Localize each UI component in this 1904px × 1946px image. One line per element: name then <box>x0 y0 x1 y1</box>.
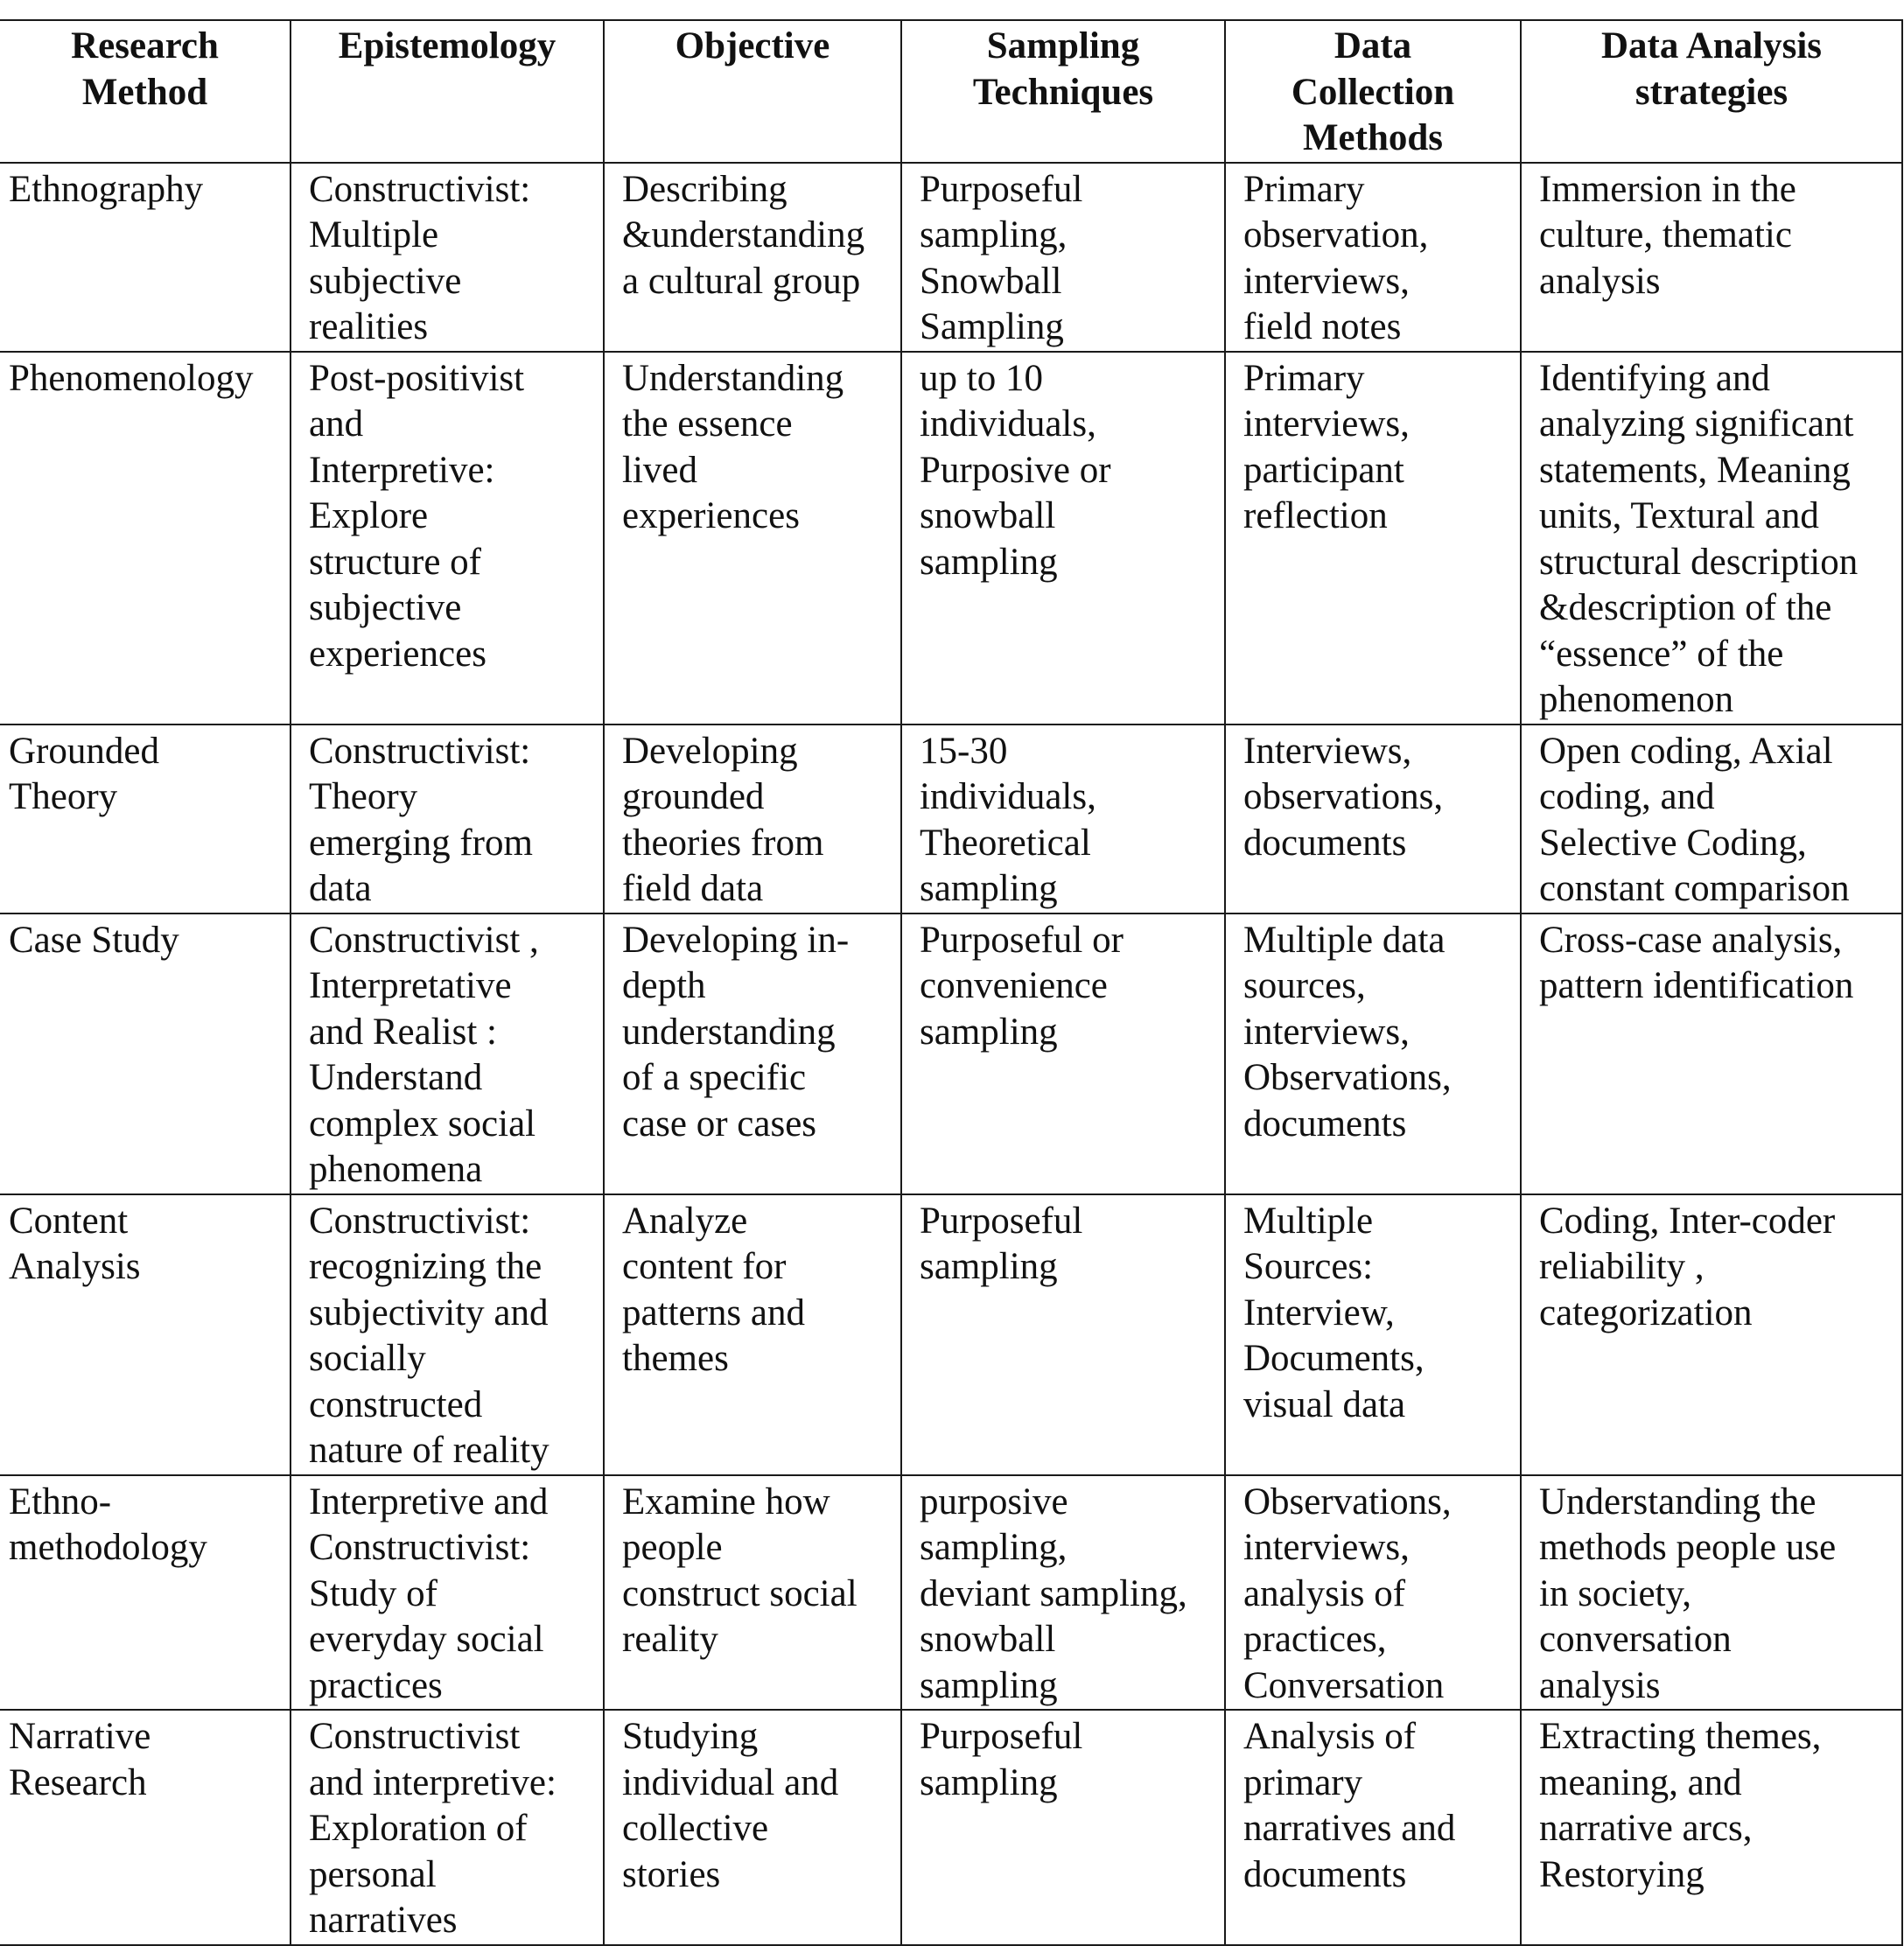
cell-line: in society, <box>1539 1572 1691 1614</box>
cell-line: meaning, and <box>1539 1761 1742 1803</box>
cell-line: theories from <box>622 822 824 864</box>
cell-line: Observations, <box>1243 1480 1452 1522</box>
cell-line: Interpretative <box>309 965 512 1006</box>
cell-line: Snowball <box>920 260 1062 302</box>
cell-line: Conversation <box>1243 1664 1445 1706</box>
cell-line: recognizing the <box>309 1246 542 1287</box>
cell-line: interviews, <box>1243 403 1410 444</box>
cell-line: observation, <box>1243 214 1429 256</box>
cell-line: Narrative <box>9 1716 151 1757</box>
header-row <box>0 20 1902 163</box>
header-sampling-techniques: Sampling Techniques <box>901 20 1225 163</box>
cell-line: personal <box>309 1853 437 1895</box>
cell-objective <box>604 914 901 1194</box>
cell-line: sampling <box>920 1011 1058 1053</box>
cell-line: subjective <box>309 260 462 302</box>
cell-line: 15-30 <box>920 730 1008 772</box>
cell-line: sampling <box>920 1664 1058 1706</box>
cell-line: constant comparison <box>1539 868 1850 909</box>
table-row <box>0 352 1902 724</box>
cell-line: coding, and <box>1539 776 1715 817</box>
cell-line: Study of <box>309 1572 438 1614</box>
cell-line: subjectivity and <box>309 1292 549 1334</box>
cell-line: analysis of <box>1243 1572 1406 1614</box>
cell-line: Interviews, <box>1243 730 1412 772</box>
cell-line: reflection <box>1243 495 1388 536</box>
cell-data-collection-methods <box>1225 352 1521 724</box>
cell-line: analysis <box>1539 1664 1661 1706</box>
cell-data-collection-methods <box>1225 1475 1521 1711</box>
research-methods-table <box>0 19 1903 1946</box>
cell-line: Extracting themes, <box>1539 1716 1822 1757</box>
cell-line: documents <box>1243 1853 1407 1895</box>
cell-line: culture, thematic <box>1539 214 1792 256</box>
cell-line: Phenomenology <box>9 357 254 399</box>
header-objective: Objective <box>604 20 901 163</box>
cell-line: Multiple <box>1243 1200 1374 1242</box>
cell-epistemology <box>290 1194 604 1475</box>
cell-line: Documents, <box>1243 1338 1424 1379</box>
cell-line: sampling <box>920 541 1058 583</box>
cell-line: Understanding the <box>1539 1480 1816 1522</box>
cell-research-method <box>0 1710 290 1945</box>
cell-line: Post-positivist <box>309 357 525 399</box>
cell-line: Cross-case analysis, <box>1539 919 1843 961</box>
cell-line: depth <box>622 965 706 1006</box>
cell-line: subjective <box>309 587 462 628</box>
cell-line: field data <box>622 868 764 909</box>
cell-line: snowball <box>920 1619 1056 1660</box>
cell-line: primary <box>1243 1761 1363 1803</box>
cell-line: Ethnography <box>9 168 204 210</box>
cell-sampling-techniques <box>901 724 1225 914</box>
cell-line: practices, <box>1243 1619 1387 1660</box>
cell-line: Examine how <box>622 1480 830 1522</box>
cell-line: “essence” of the <box>1539 633 1784 675</box>
table-row <box>0 724 1902 914</box>
cell-line: case or cases <box>622 1102 817 1144</box>
cell-line: everyday social <box>309 1619 544 1660</box>
cell-line: experiences <box>622 495 800 536</box>
cell-line: phenomenon <box>1539 679 1734 720</box>
cell-data-analysis-strategies <box>1521 352 1902 724</box>
cell-line: realities <box>309 306 429 347</box>
cell-line: Constructivist: <box>309 168 531 210</box>
cell-line: interviews, <box>1243 1527 1410 1568</box>
cell-line: structure of <box>309 541 482 583</box>
cell-research-method <box>0 914 290 1194</box>
cell-line: pattern identification <box>1539 965 1854 1006</box>
cell-line: field notes <box>1243 306 1402 347</box>
cell-line: Open coding, Axial <box>1539 730 1833 772</box>
header-epistemology: Epistemology <box>290 20 604 163</box>
cell-line: constructed <box>309 1383 483 1425</box>
cell-line: Primary <box>1243 357 1365 399</box>
table-row <box>0 914 1902 1194</box>
cell-line: Multiple data <box>1243 919 1446 961</box>
cell-line: stories <box>622 1853 721 1895</box>
cell-data-collection-methods <box>1225 163 1521 352</box>
cell-sampling-techniques <box>901 1710 1225 1945</box>
cell-line: Analysis of <box>1243 1716 1417 1757</box>
cell-line: nature of reality <box>309 1430 550 1471</box>
cell-line: Sampling <box>920 306 1064 347</box>
cell-line: Analyze <box>622 1200 748 1242</box>
cell-line: data <box>309 868 372 909</box>
cell-line: collective <box>622 1808 769 1849</box>
cell-line: sampling, <box>920 1527 1068 1568</box>
cell-objective <box>604 724 901 914</box>
cell-line: a cultural group <box>622 260 861 302</box>
cell-line: deviant sampling, <box>920 1572 1187 1614</box>
cell-line: content for <box>622 1246 787 1287</box>
cell-data-analysis-strategies <box>1521 1194 1902 1475</box>
cell-line: and Realist : <box>309 1011 497 1053</box>
cell-line: Primary <box>1243 168 1365 210</box>
cell-line: experiences <box>309 633 486 675</box>
cell-line: documents <box>1243 822 1407 864</box>
cell-line: Observations, <box>1243 1057 1452 1098</box>
cell-line: Restorying <box>1539 1853 1704 1895</box>
cell-objective <box>604 1475 901 1711</box>
cell-data-analysis-strategies <box>1521 1710 1902 1945</box>
cell-line: Analysis <box>9 1246 141 1287</box>
cell-line: conversation <box>1539 1619 1732 1660</box>
cell-line: Ethno- <box>9 1480 112 1522</box>
cell-data-collection-methods <box>1225 1710 1521 1945</box>
cell-epistemology <box>290 352 604 724</box>
cell-line: purposive <box>920 1480 1068 1522</box>
cell-line: analysis <box>1539 260 1661 302</box>
cell-line: of a specific <box>622 1057 807 1098</box>
cell-line: individuals, <box>920 403 1096 444</box>
cell-line: and <box>309 403 364 444</box>
cell-line: patterns and <box>622 1292 805 1334</box>
cell-line: categorization <box>1539 1292 1753 1334</box>
cell-line: narrative arcs, <box>1539 1808 1753 1849</box>
cell-epistemology <box>290 724 604 914</box>
cell-line: statements, Meaning <box>1539 449 1851 491</box>
cell-line: lived <box>622 449 697 491</box>
cell-line: &description of the <box>1539 587 1832 628</box>
table-row <box>0 1194 1902 1475</box>
cell-epistemology <box>290 1475 604 1711</box>
cell-line: reliability , <box>1539 1246 1704 1287</box>
cell-line: Exploration of <box>309 1808 528 1849</box>
cell-line: Purposeful or <box>920 919 1124 961</box>
cell-line: narratives and <box>1243 1808 1456 1849</box>
cell-line: people <box>622 1527 723 1568</box>
cell-line: emerging from <box>309 822 533 864</box>
cell-line: Purposeful <box>920 1200 1083 1242</box>
cell-line: documents <box>1243 1102 1407 1144</box>
cell-sampling-techniques <box>901 163 1225 352</box>
cell-line: Sources: <box>1243 1246 1374 1287</box>
cell-line: analyzing significant <box>1539 403 1854 444</box>
cell-line: Research <box>9 1761 147 1803</box>
cell-data-analysis-strategies <box>1521 914 1902 1194</box>
cell-line: Explore <box>309 495 429 536</box>
cell-research-method <box>0 1194 290 1475</box>
cell-line: Purposive or <box>920 449 1111 491</box>
cell-sampling-techniques <box>901 352 1225 724</box>
cell-objective <box>604 1710 901 1945</box>
cell-epistemology <box>290 163 604 352</box>
table-row <box>0 1475 1902 1711</box>
cell-data-analysis-strategies <box>1521 1475 1902 1711</box>
cell-sampling-techniques <box>901 1194 1225 1475</box>
cell-line: snowball <box>920 495 1056 536</box>
cell-objective <box>604 352 901 724</box>
cell-line: Developing <box>622 730 798 772</box>
cell-research-method <box>0 352 290 724</box>
cell-data-analysis-strategies <box>1521 163 1902 352</box>
cell-line: the essence <box>622 403 793 444</box>
cell-line: Understand <box>309 1057 483 1098</box>
cell-line: Developing in- <box>622 919 850 961</box>
cell-line: grounded <box>622 776 765 817</box>
cell-line: structural description <box>1539 541 1858 583</box>
cell-line: Theory <box>9 776 118 817</box>
cell-objective <box>604 163 901 352</box>
cell-line: Content <box>9 1200 129 1242</box>
cell-line: and interpretive: <box>309 1761 556 1803</box>
cell-line: socially <box>309 1338 426 1379</box>
cell-epistemology <box>290 1710 604 1945</box>
cell-line: Immersion in the <box>1539 168 1796 210</box>
cell-line: phenomena <box>309 1149 483 1190</box>
cell-line: Understanding <box>622 357 844 399</box>
cell-line: construct social <box>622 1572 858 1614</box>
cell-line: complex social <box>309 1102 536 1144</box>
cell-line: Coding, Inter-coder <box>1539 1200 1836 1242</box>
cell-line: Multiple <box>309 214 439 256</box>
cell-line: Constructivist <box>309 1716 521 1757</box>
cell-line: reality <box>622 1619 718 1660</box>
cell-line: visual data <box>1243 1383 1406 1425</box>
cell-data-analysis-strategies <box>1521 724 1902 914</box>
cell-line: sampling, <box>920 214 1068 256</box>
cell-line: up to 10 <box>920 357 1043 399</box>
header-research-method: Research Method <box>0 20 290 163</box>
cell-line: &understanding <box>622 214 865 256</box>
cell-line: Interview, <box>1243 1292 1395 1334</box>
cell-research-method <box>0 724 290 914</box>
cell-line: individual and <box>622 1761 839 1803</box>
cell-data-collection-methods <box>1225 1194 1521 1475</box>
cell-line: Grounded <box>9 730 159 772</box>
header-data-analysis-strategies: Data Analysis strategies <box>1521 20 1902 163</box>
cell-line: Purposeful <box>920 1716 1083 1757</box>
cell-research-method <box>0 163 290 352</box>
table-row <box>0 1710 1902 1945</box>
table-row <box>0 163 1902 352</box>
cell-line: interviews, <box>1243 260 1410 302</box>
cell-line: sampling <box>920 1246 1058 1287</box>
cell-line: Constructivist: <box>309 730 531 772</box>
cell-line: individuals, <box>920 776 1096 817</box>
cell-line: Purposeful <box>920 168 1083 210</box>
cell-sampling-techniques <box>901 914 1225 1194</box>
cell-epistemology <box>290 914 604 1194</box>
cell-line: units, Textural and <box>1539 495 1819 536</box>
cell-line: Case Study <box>9 919 179 961</box>
cell-line: sources, <box>1243 965 1366 1006</box>
cell-line: methods people use <box>1539 1527 1837 1568</box>
cell-data-collection-methods <box>1225 724 1521 914</box>
cell-line: themes <box>622 1338 729 1379</box>
cell-line: observations, <box>1243 776 1444 817</box>
cell-line: narratives <box>309 1900 458 1941</box>
cell-data-collection-methods <box>1225 914 1521 1194</box>
cell-objective <box>604 1194 901 1475</box>
cell-line: interviews, <box>1243 1011 1410 1053</box>
cell-line: Identifying and <box>1539 357 1770 399</box>
cell-line: sampling <box>920 1761 1058 1803</box>
cell-line: Studying <box>622 1716 759 1757</box>
cell-line: Constructivist , <box>309 919 539 961</box>
table-body <box>0 163 1902 1945</box>
cell-sampling-techniques <box>901 1475 1225 1711</box>
cell-line: Describing <box>622 168 788 210</box>
cell-line: methodology <box>9 1527 207 1568</box>
cell-line: Theory <box>309 776 418 817</box>
cell-line: convenience <box>920 965 1108 1006</box>
cell-line: Constructivist: <box>309 1200 531 1242</box>
cell-line: participant <box>1243 449 1404 491</box>
cell-line: sampling <box>920 868 1058 909</box>
cell-line: Constructivist: <box>309 1527 531 1568</box>
cell-line: Interpretive: <box>309 449 495 491</box>
cell-line: understanding <box>622 1011 836 1053</box>
cell-research-method <box>0 1475 290 1711</box>
cell-line: Interpretive and <box>309 1480 549 1522</box>
cell-line: practices <box>309 1664 443 1706</box>
cell-line: Selective Coding, <box>1539 822 1807 864</box>
cell-line: Theoretical <box>920 822 1091 864</box>
header-data-collection-methods: Data Collection Methods <box>1225 20 1521 163</box>
